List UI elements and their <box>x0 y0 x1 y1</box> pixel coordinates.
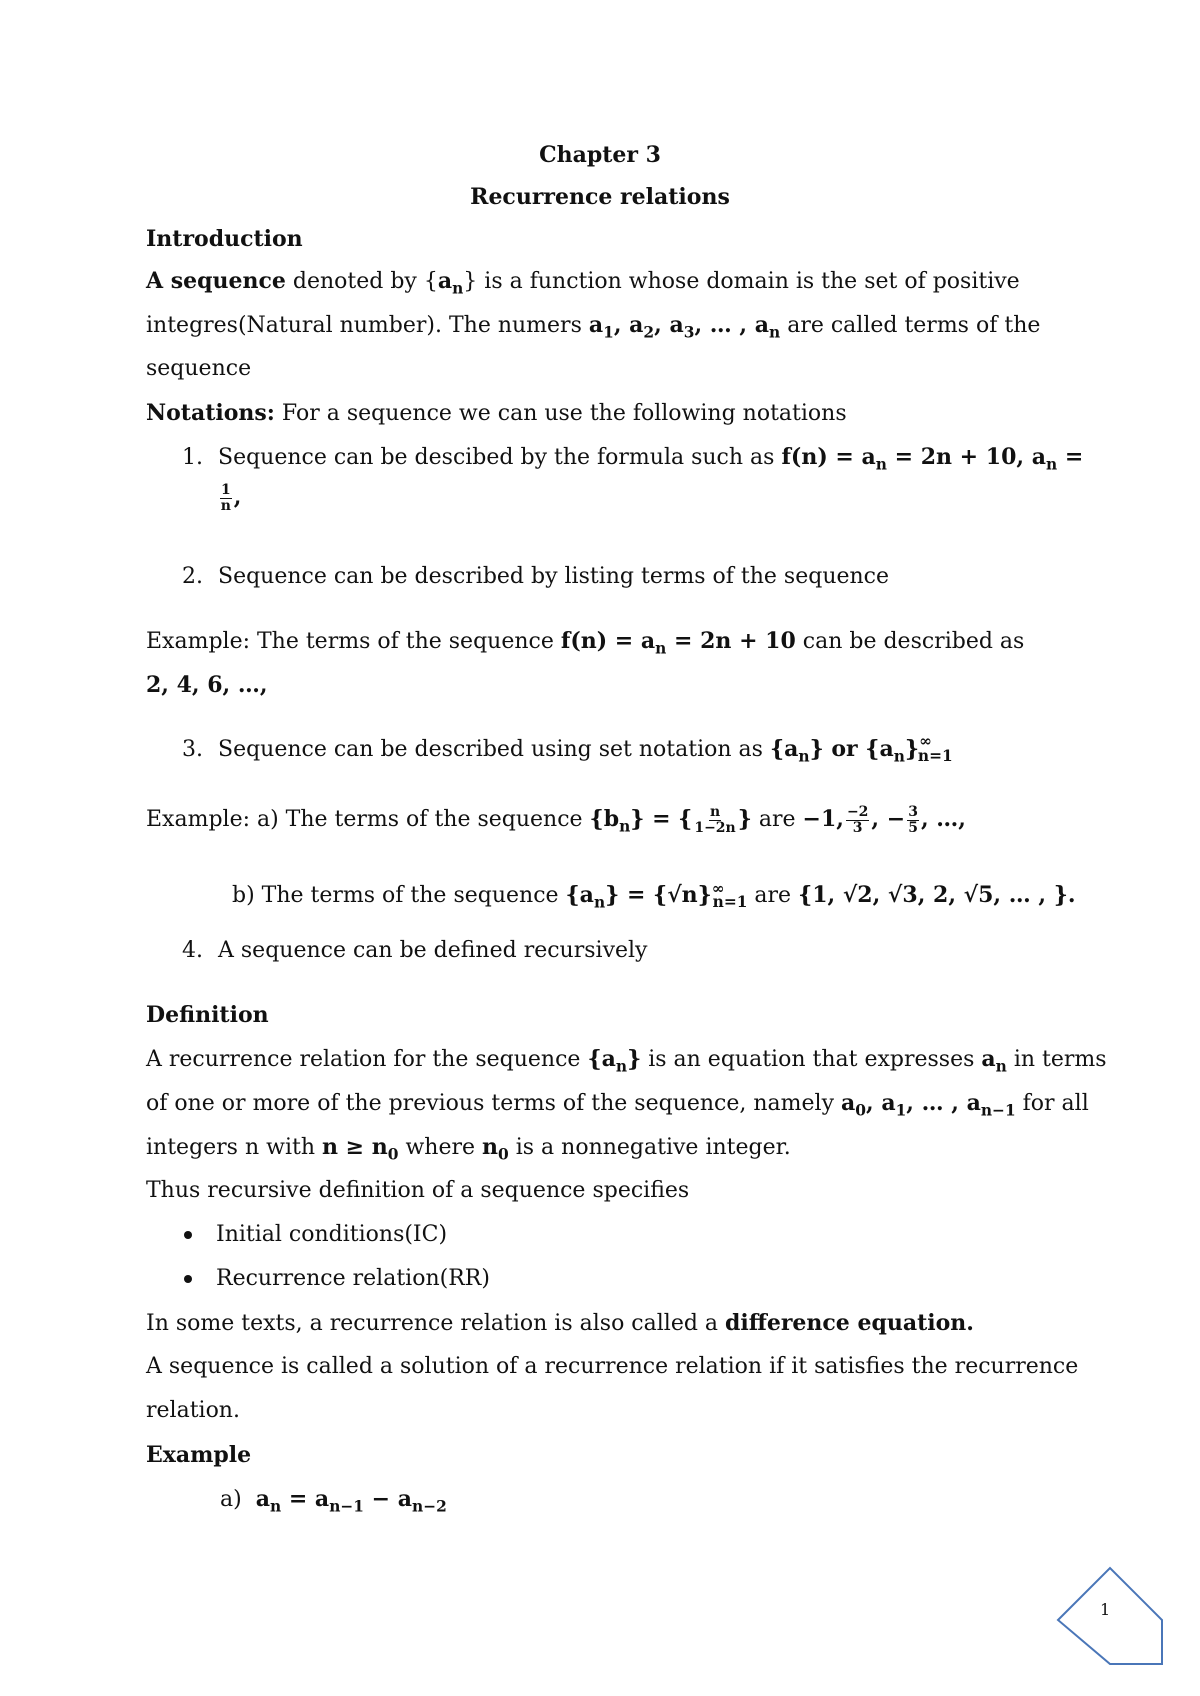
chapter-label: Chapter 3 <box>539 142 661 168</box>
page-number-badge <box>1050 1560 1170 1680</box>
bullet-icon <box>184 1275 192 1283</box>
example-1-terms: 2, 4, 6, …, <box>146 672 268 698</box>
chapter-title: Recurrence relations <box>470 184 730 210</box>
definition-line-6: A sequence is called a solution of a recurrence relation if it satisfies the recurrence <box>146 1354 1079 1379</box>
list-item-2: 2. Sequence can be described by listing terms of the sequence <box>182 564 890 589</box>
example-2-line: Example: a) The terms of the sequence $\{b_n\}$ = { $\frac{n}{1-2n}$ } are −1, $\frac{-2}{3}$ , − $\frac{3}{5}$ , …, <box>146 803 966 836</box>
intro-line-2: integres(Natural number). The numers $a_1$, $a_2$, $a_3$, … , $a_n$ are called terms of the <box>146 312 1041 342</box>
sequence-term: A sequence <box>146 268 286 294</box>
list-item-4: 4. A sequence can be defined recursively <box>182 938 648 963</box>
example-3-line: b) The terms of the sequence $\{a_n\} = \{√n\}^\infty_{n=1}$ are {1, √2, √3, 2, √5, … , }. <box>232 879 1076 912</box>
bullet-icon <box>184 1231 192 1239</box>
list-item-1-fraction: $\frac{1}{n}$ , <box>220 481 242 514</box>
example-heading: Example <box>146 1442 252 1468</box>
definition-line-2: of one or more of the previous terms of the sequence, namely $a_0$, $a_1$, … , $a_{n-1}$ for all <box>146 1090 1089 1120</box>
definition-line-1: A recurrence relation for the sequence $\{a_n\}$ is an equation that expresses $a_n$ in terms <box>146 1046 1107 1076</box>
intro-line-3: sequence <box>146 356 252 381</box>
definition-line-5: In some texts, a recurrence relation is also called a difference equation. <box>146 1310 974 1336</box>
definition-line-3: integers n with $n \ge n_0$ where $n_0$ is a nonnegative integer. <box>146 1134 791 1164</box>
definition-heading: Definition <box>146 1002 269 1028</box>
intro-line-1: A sequence denoted by $\{a_n\}$ is a function whose domain is the set of positive <box>146 268 1020 298</box>
page-number: 1 <box>1100 1600 1111 1619</box>
list-item-1: 1. Sequence can be descibed by the formula such as $f(n) = a_n = 2n + 10$, $a_n$ = <box>182 444 1084 474</box>
definition-line-4: Thus recursive definition of a sequence specifies <box>146 1178 690 1203</box>
bullet-item-ic: Initial conditions(IC) <box>184 1220 447 1250</box>
example-1-line: Example: The terms of the sequence $f(n) = a_n = 2n + 10$ can be described as <box>146 628 1025 658</box>
notations-line: Notations: For a sequence we can use the following notations <box>146 400 847 426</box>
example-item-a: a) $a_n = a_{n-1} - a_{n-2}$ <box>220 1486 447 1516</box>
bullet-item-rr: Recurrence relation(RR) <box>184 1264 490 1294</box>
intro-heading: Introduction <box>146 226 303 252</box>
definition-line-7: relation. <box>146 1398 240 1423</box>
list-item-3: 3. Sequence can be described using set notation as $\{a_n\}$ or $\{a_n\}^\infty_{n=1}$ <box>182 731 953 766</box>
